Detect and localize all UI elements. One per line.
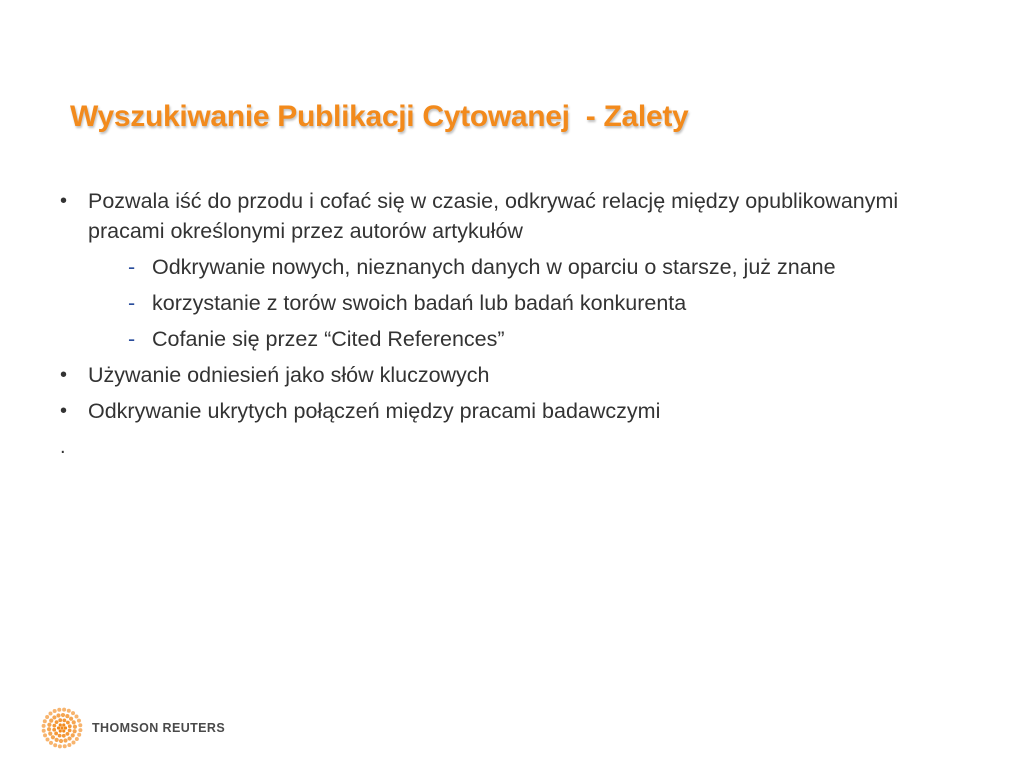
- bullet-text: Używanie odniesień jako słów kluczowych: [88, 363, 490, 387]
- slide-content: [60, 186, 940, 462]
- bullet-item: [60, 186, 940, 246]
- sub-bullet-text: korzystanie z torów swoich badań lub badań konkurenta: [152, 291, 687, 315]
- slide-title: Wyszukiwanie Publikacji Cytowanej - Zalety: [70, 100, 689, 133]
- sub-bullet-item: [60, 324, 912, 354]
- sub-bullet-marker: -: [128, 291, 136, 315]
- sub-bullet-text: Cofanie się przez “Cited References”: [152, 327, 505, 351]
- sub-bullet-item: [60, 252, 912, 282]
- bullet-text: Pozwala iść do przodu i cofać się w czasie, odkrywać relację między opublikowanymi pracami określonymi przez autorów artykułów: [88, 189, 899, 243]
- bullet-text: Odkrywanie ukrytych połączeń między pracami badawczymi: [88, 399, 661, 423]
- bullet-item: [60, 360, 940, 390]
- bullet-marker: •: [60, 190, 68, 212]
- sub-bullet-text: Odkrywanie nowych, nieznanych danych w oparciu o starsze, już znane: [152, 255, 836, 279]
- logo-text: THOMSON REUTERS: [92, 721, 226, 735]
- bullet-marker: •: [60, 400, 68, 422]
- thomson-reuters-logo-icon: [40, 706, 84, 750]
- thomson-reuters-logo: [40, 706, 225, 750]
- bullet-marker: •: [60, 364, 68, 386]
- sub-bullet-marker: -: [128, 327, 136, 351]
- sub-bullet-item: [60, 288, 912, 318]
- trailing-mark: .: [60, 436, 66, 458]
- sub-bullet-marker: -: [128, 255, 136, 279]
- bullet-item: [60, 396, 940, 426]
